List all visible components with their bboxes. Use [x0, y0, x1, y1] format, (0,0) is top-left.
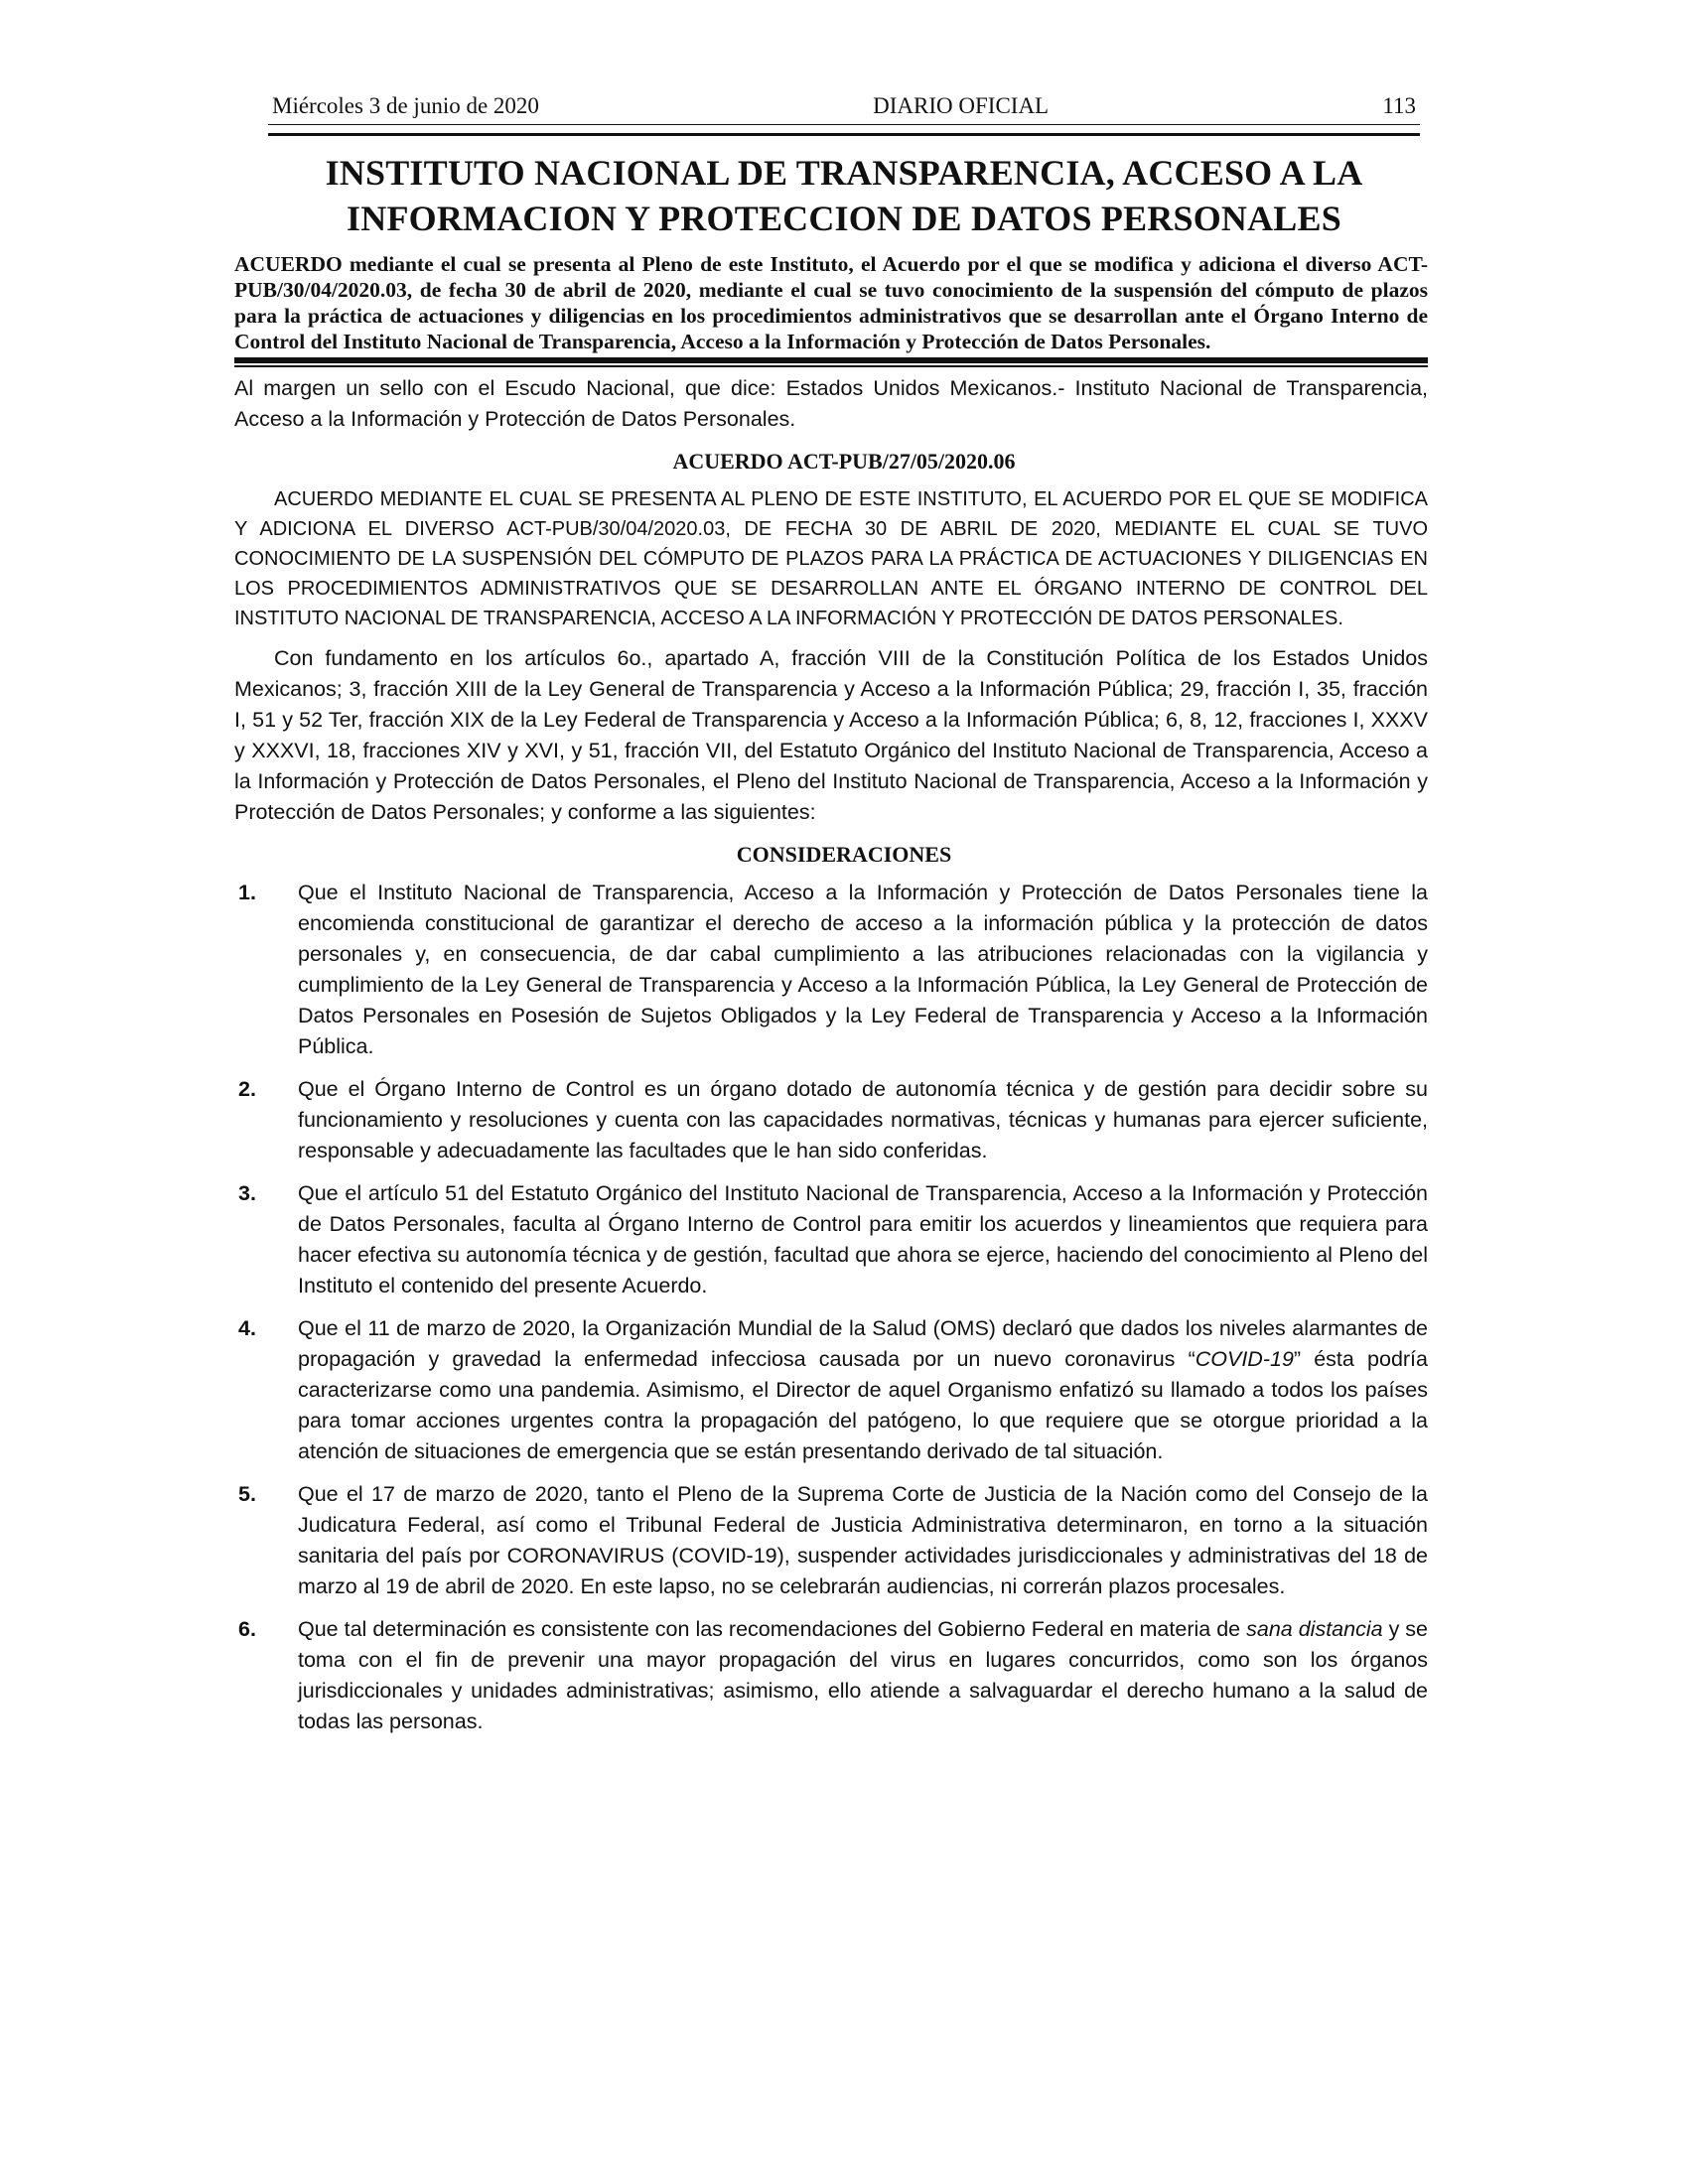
list-item — [234, 1074, 1428, 1166]
summary-rule-thin — [234, 365, 1428, 367]
institution-title-line1: INSTITUTO NACIONAL DE TRANSPARENCIA, ACCESO A LA — [325, 153, 1363, 193]
item-number: 2. — [238, 1077, 256, 1101]
item-number: 3. — [238, 1181, 256, 1205]
item-text: Que el 17 de marzo de 2020, tanto el Pleno de la Suprema Corte de Justicia de la Nación como del Consejo de la Judicatura Federal, así como el Tribunal Federal de Justicia Administrativa determinaron, en torno a la situación sanitaria del país por CORONAVIRUS (COVID-19), suspender actividades jurisdiccionales y administrativas del 18 de marzo al 19 de abril de 2020. En este lapso, no se celebrarán audiencias, ni correrán plazos procesales. — [298, 1482, 1428, 1598]
item-number: 5. — [238, 1482, 256, 1506]
item-number: 6. — [238, 1617, 256, 1641]
acuerdo-summary: ACUERDO mediante el cual se presenta al Pleno de este Instituto, el Acuerdo por el que se modifica y adiciona el diverso ACT-PUB/30/04/2020.03, de fecha 30 de abril de 2020, mediante el cual se tuvo conocimiento de la suspensión del cómputo de plazos para la práctica de actuaciones y diligencias en los procedimientos administrativos que se desarrollan ante el Órgano Interno de Control del Instituto Nacional de Transparencia, Acceso a la Información y Protección de Datos Personales. — [234, 252, 1428, 353]
item-text-emphasis: sana distancia — [1246, 1617, 1383, 1641]
summary-rule-heavy — [234, 357, 1428, 363]
acuerdo-title: ACUERDO ACT-PUB/27/05/2020.06 — [672, 449, 1016, 474]
running-header — [268, 91, 1420, 123]
item-text-part: Que el 11 de marzo de 2020, la Organización Mundial de la Salud (OMS) declaró que dados los niveles alarmantes de propagación y gravedad la enfermedad infecciosa causada por un nuevo coronavirus “ — [298, 1316, 1428, 1371]
item-text — [298, 1614, 1428, 1737]
header-rule — [268, 124, 1420, 136]
list-item — [234, 878, 1428, 1062]
document-page — [234, 91, 1429, 1749]
item-text — [298, 1313, 1428, 1467]
list-item — [234, 1614, 1428, 1737]
list-item — [234, 1313, 1428, 1467]
item-text-part: ” ésta podría caracterizarse como una pandemia. Asimismo, el Director de aquel Organismo enfatizó su llamado a todos los países para tomar acciones urgentes contra la propagación del patógeno, lo que requiere que se otorgue prioridad a la atención de situaciones de emergencia que se están presentando derivado de tal situación. — [298, 1347, 1428, 1463]
institution-title-line2: INFORMACION Y PROTECCION DE DATOS PERSONALES — [347, 199, 1341, 238]
header-page-number: 113 — [1382, 93, 1416, 118]
acuerdo-intro-paragraph: ACUERDO MEDIANTE EL CUAL SE PRESENTA AL PLENO DE ESTE INSTITUTO, EL ACUERDO POR EL QUE SE MODIFICA Y ADICIONA EL DIVERSO ACT-PUB/30/04/2020.03, DE FECHA 30 DE ABRIL DE 2020, MEDIANTE EL CUAL SE TUVO CONOCIMIENTO DE LA SUSPENSIÓN DEL CÓMPUTO DE PLAZOS PARA LA PRÁCTICA DE ACTUACIONES Y DILIGENCIAS EN LOS PROCEDIMIENTOS ADMINISTRATIVOS QUE SE DESARROLLAN ANTE EL ÓRGANO INTERNO DE CONTROL DEL INSTITUTO NACIONAL DE TRANSPARENCIA, ACCESO A LA INFORMACIÓN Y PROTECCIÓN DE DATOS PERSONALES. — [234, 488, 1428, 629]
institution-title — [268, 150, 1420, 241]
item-text-emphasis: COVID-19 — [1195, 1347, 1294, 1371]
item-text: Que el Órgano Interno de Control es un órgano dotado de autonomía técnica y de gestión para decidir sobre su funcionamiento y resoluciones y cuenta con las capacidades normativas, técnicas y humanas para ejercer suficiente, responsable y adecuadamente las facultades que le han sido conferidas. — [298, 1077, 1428, 1162]
item-number: 4. — [238, 1316, 256, 1340]
header-date: Miércoles 3 de junio de 2020 — [272, 93, 539, 118]
fundamento-paragraph: Con fundamento en los artículos 6o., apartado A, fracción VIII de la Constitución Política de los Estados Unidos Mexicanos; 3, fracción XIII de la Ley General de Transparencia y Acceso a la Información Pública; 29, fracción I, 35, fracción I, 51 y 52 Ter, fracción XIX de la Ley Federal de Transparencia y Acceso a la Información Pública; 6, 8, 12, fracciones I, XXXV y XXXVI, 18, fracciones XIV y XVI, y 51, fracción VII, del Estatuto Orgánico del Instituto Nacional de Transparencia, Acceso a la Información y Protección de Datos Personales, el Pleno del Instituto Nacional de Transparencia, Acceso a la Información y Protección de Datos Personales; y conforme a las siguientes: — [234, 646, 1428, 824]
item-number: 1. — [238, 881, 256, 904]
list-item — [234, 1178, 1428, 1301]
item-text: Que el artículo 51 del Estatuto Orgánico del Instituto Nacional de Transparencia, Acceso a la Información y Protección de Datos Personales, faculta al Órgano Interno de Control para emitir los acuerdos y lineamientos que requiera para hacer efectiva su autonomía técnica y de gestión, facultad que ahora se ejerce, haciendo del conocimiento al Pleno del Instituto el contenido del presente Acuerdo. — [298, 1181, 1428, 1297]
list-item — [234, 1479, 1428, 1602]
header-publication: DIARIO OFICIAL — [873, 93, 1050, 118]
considerations-title: CONSIDERACIONES — [736, 842, 952, 867]
item-text-part: y se toma con el fin de prevenir una mayor propagación del virus en lugares concurridos, como son los órganos jurisdiccionales y unidades administrativas; asimismo, ello atiende a salvaguardar el derecho humano a la salud de todas las personas. — [298, 1617, 1429, 1733]
item-text: Que el Instituto Nacional de Transparencia, Acceso a la Información y Protección de Datos Personales tiene la encomienda constitucional de garantizar el derecho de acceso a la información pública y la protección de datos personales y, en consecuencia, de dar cabal cumplimiento a las atribuciones relacionadas con la vigilancia y cumplimiento de la Ley General de Transparencia y Acceso a la Información Pública, la Ley General de Protección de Datos Personales en Posesión de Sujetos Obligados y la Ley Federal de Transparencia y Acceso a la Información Pública. — [298, 881, 1428, 1058]
sello-paragraph: Al margen un sello con el Escudo Nacional, que dice: Estados Unidos Mexicanos.- Instituto Nacional de Transparencia, Acceso a la Información y Protección de Datos Personales. — [234, 376, 1428, 431]
considerations-list — [234, 878, 1428, 1737]
item-text-part: Que tal determinación es consistente con las recomendaciones del Gobierno Federal en materia de — [298, 1617, 1247, 1641]
